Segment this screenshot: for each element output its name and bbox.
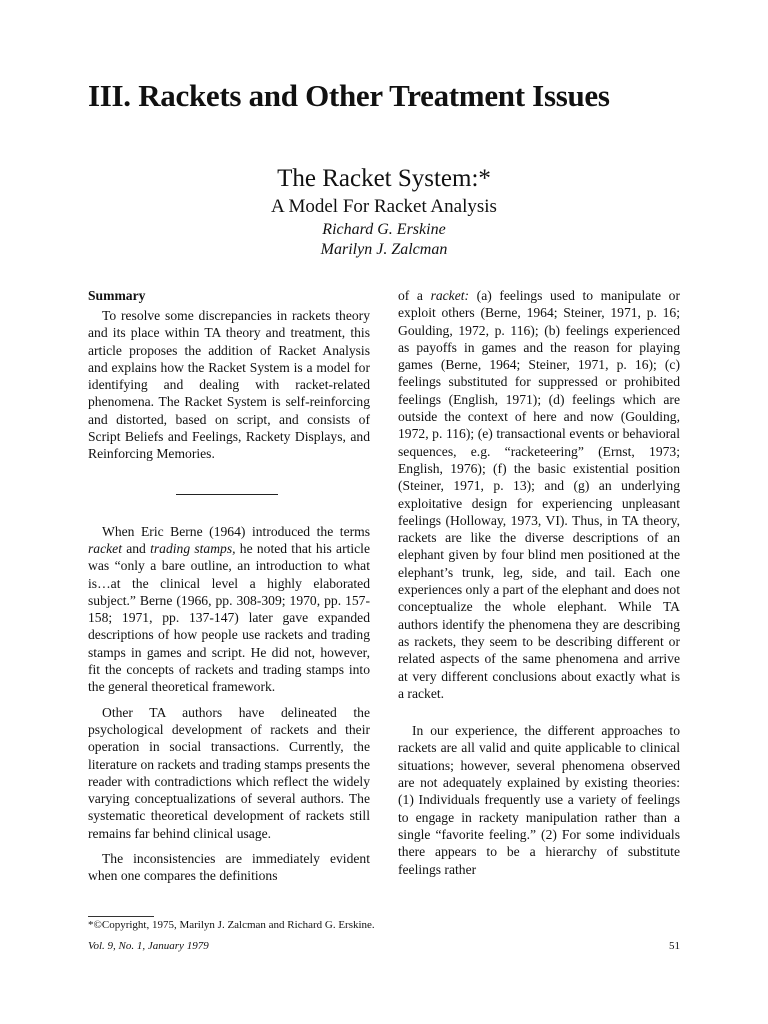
left-column [88,287,370,885]
body-paragraph-inconsistencies: The inconsistencies are immediately evident when one compares the definitions [88,851,370,884]
text-run: he noted that his article was “only a bare outline, an introduction to what is…at the clinical level a highly elaborated subject.” Berne (1966, pp. 308-309; 1970, pp. 157-158; 1971, pp. 137-147) later gave expanded descriptions of how people use rackets and trading stamps in games and script. He did not, however, fit the concepts of rackets and trading stamps into the general theoretical framework. [88,540,370,695]
section-divider [176,494,278,495]
text-run: (a) feelings used to manipulate or exploit others (Berne, 1964; Steiner, 1971, p. 16; Goulding, 1972, p. 116); (b) feelings experienced as payoffs in games and the reason for playing games (Berne, 1964; Steiner, 1971, p. 16); (c) feelings substituted for suppressed or prohibited feelings (English, 1971); (d) feelings which are outside the context of here and now (Goulding, 1972, p. 116); (e) transactional events or behavioral sequences, e.g. “racketeering” (Ernst, 1973; English, 1976); (f) the basic existential position (Steiner, 1971, p. 13); and (g) an underlying exploitative design for experiencing unpleasant feelings (Holloway, 1973, VI). Thus, in TA theory, rackets are like the diverse descriptions of an elephant given by four blind men positioned at the elephant’s trunk, leg, side, and tail. Each one experiences only a part of the elephant and does not conceptualize the whole elephant. While TA authors identify the phenomena they are describing as rackets, they seem to be describing different or related aspects of the same phenomena and arrive at very different conclusions about exactly what is a racket. [398,288,680,701]
summary-text: To resolve some discrepancies in rackets theory and its place within TA theory and treatment, this article proposes the addition of Racket Analysis and explains how the Racket System is a model for identifying and dealing with racket-related phenomena. The Racket System is self-reinforcing and distorted, based on script, and consists of Script Beliefs and Feelings, Rackety Displays, and Reinforcing Memories. [88,308,370,462]
body-paragraph-other-authors: Other TA authors have delineated the psychological development of rackets and their operation in social transactions. Currently, the literature on rackets and trading stamps presents the reader with contradictions which reflect the widely varying conceptualizations of several authors. The systematic theoretical development of rackets still remains far behind clinical usage. [88,704,370,841]
body-paragraph-definitions [398,287,680,702]
emphasis-trading-stamps: trading stamps, [150,540,236,556]
article-title: The Racket System:* [277,165,491,192]
emphasis-racket: racket [88,540,122,556]
body-paragraph-experience: In our experience, the different approaches to rackets are all valid and quite applicable to clinical situations; however, several phenomena observed are not adequately explained by existing theories: (1) Individuals frequently use a variety of feelings to engage in rackety manipulation rather than a single “favorite feeling.” (2) For some individuals there appears to be a hierarchy of substitute feelings rather [398,723,680,877]
right-column [398,287,680,878]
text-run: of a [398,288,431,303]
author-zalcman: Marilyn J. Zalcman [320,241,448,258]
section-divider-space [88,463,370,523]
body-paragraph-berne [88,523,370,696]
author-erskine: Richard G. Erskine [322,221,446,238]
text-run: When Eric Berne (1964) introduced the terms [102,523,370,539]
copyright-footnote: *©Copyright, 1975, Marilyn J. Zalcman and Richard G. Erskine. [88,919,375,931]
summary-heading: Summary [88,288,146,303]
article-subtitle: A Model For Racket Analysis [271,196,497,217]
section-title: III. Rackets and Other Treatment Issues [88,78,610,113]
footnote-rule [88,916,154,917]
text-run: and [121,540,151,556]
emphasis-racket-definition: racket: [430,288,470,303]
page-number: 51 [669,940,680,952]
journal-citation: Vol. 9, No. 1, January 1979 [88,940,209,952]
